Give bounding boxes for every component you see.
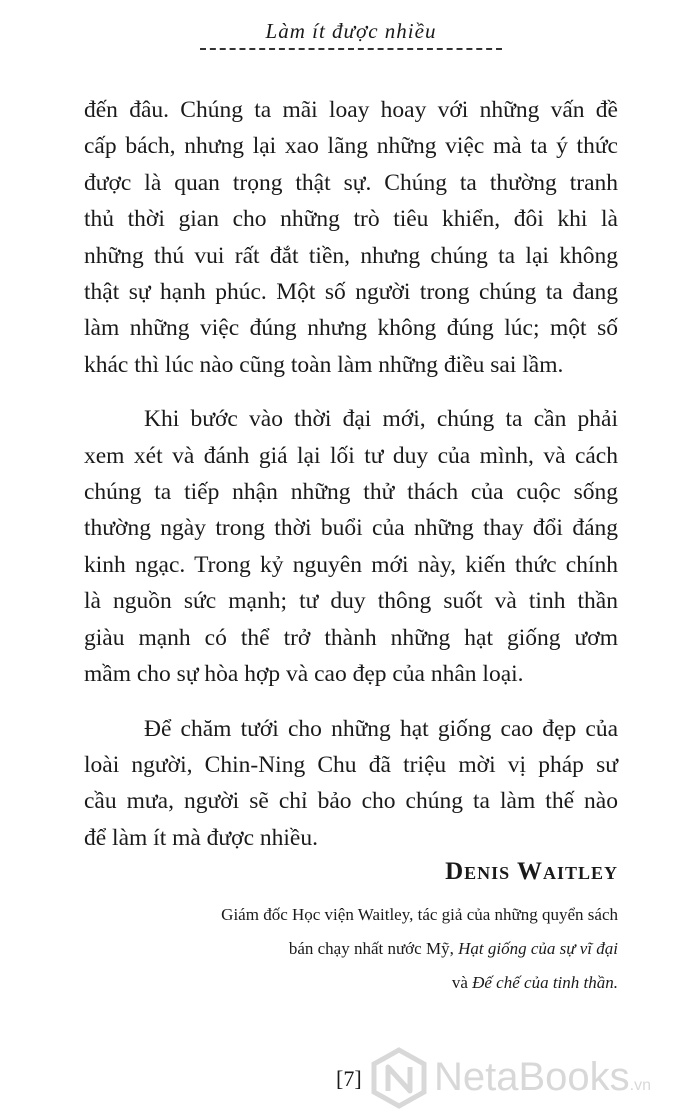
text-line: Khi bước vào thời đại mới, chúng ta cần phải xyxy=(144,406,618,433)
author-signature: Denis Waitley xyxy=(445,858,618,885)
text-line: những thú vui rất đắt tiền, nhưng chúng ta lại không xyxy=(84,242,618,269)
text-line: là nguồn sức mạnh; tư duy thông suốt và tinh thần xyxy=(84,588,618,615)
text-line: cầu mưa, người sẽ chỉ bảo cho chúng ta làm thế nào xyxy=(84,788,618,815)
paragraph-2 xyxy=(84,401,618,692)
watermark-text xyxy=(434,1055,651,1100)
book-title: Đế chế của tinh thần. xyxy=(472,973,618,992)
header-divider xyxy=(200,48,502,50)
credit-line: Giám đốc Học viện Waitley, tác giả của những quyển sách xyxy=(221,905,618,924)
text-line: được là quan trọng thật sự. Chúng ta thường tranh xyxy=(84,169,618,196)
credit-line xyxy=(98,966,618,1000)
credit-line xyxy=(98,932,618,966)
text-line: đến đâu. Chúng ta mãi loay hoay với những vấn đề xyxy=(84,97,618,123)
text-line: Để chăm tưới cho những hạt giống cao đẹp của xyxy=(144,715,618,742)
credit-text: bán chạy nhất nước Mỹ, xyxy=(288,939,459,958)
watermark-logo-icon xyxy=(368,1047,430,1109)
page-number: [7] xyxy=(336,1066,362,1091)
text-line: làm những việc đúng nhưng không đúng lúc; một số xyxy=(84,315,618,342)
paragraph-1 xyxy=(84,92,618,383)
text-line: để làm ít mà được nhiều. xyxy=(84,824,318,851)
watermark xyxy=(368,1047,693,1111)
text-line: chúng ta tiếp nhận những thử thách của cuộc sống xyxy=(84,479,618,506)
watermark-suffix: .vn xyxy=(629,1077,652,1094)
text-line: xem xét và đánh giá lại lối tư duy của mình, và cách xyxy=(84,442,618,469)
text-line: khác thì lúc nào cũng toàn làm những điều sai lầm. xyxy=(84,351,564,378)
running-header: Làm ít được nhiều xyxy=(265,19,437,43)
text-line: cấp bách, nhưng lại xao lãng những việc mà ta ý thức xyxy=(84,133,618,160)
credit-text: và xyxy=(451,973,473,992)
book-title: Hạt giống của sự vĩ đại xyxy=(458,939,618,958)
text-line: thủ thời gian cho những trò tiêu khiển, đôi khi là xyxy=(84,206,618,233)
text-line: thường ngày trong thời buổi của những thay đổi đáng xyxy=(84,515,618,542)
body-text xyxy=(84,92,618,856)
author-credit xyxy=(98,898,618,1000)
text-line: giàu mạnh có thể trở thành những hạt giống ươm xyxy=(84,624,618,651)
text-line: loài người, Chin-Ning Chu đã triệu mời vị pháp sư xyxy=(84,751,618,778)
text-line: thật sự hạnh phúc. Một số người trong chúng ta đang xyxy=(84,279,618,306)
paragraph-3 xyxy=(84,711,618,857)
text-line: mầm cho sự hòa hợp và cao đẹp của nhân loại. xyxy=(84,661,524,688)
watermark-brand: NetaBooks xyxy=(434,1055,630,1099)
text-line: kinh ngạc. Trong kỷ nguyên mới này, kiến thức chính xyxy=(84,551,618,578)
